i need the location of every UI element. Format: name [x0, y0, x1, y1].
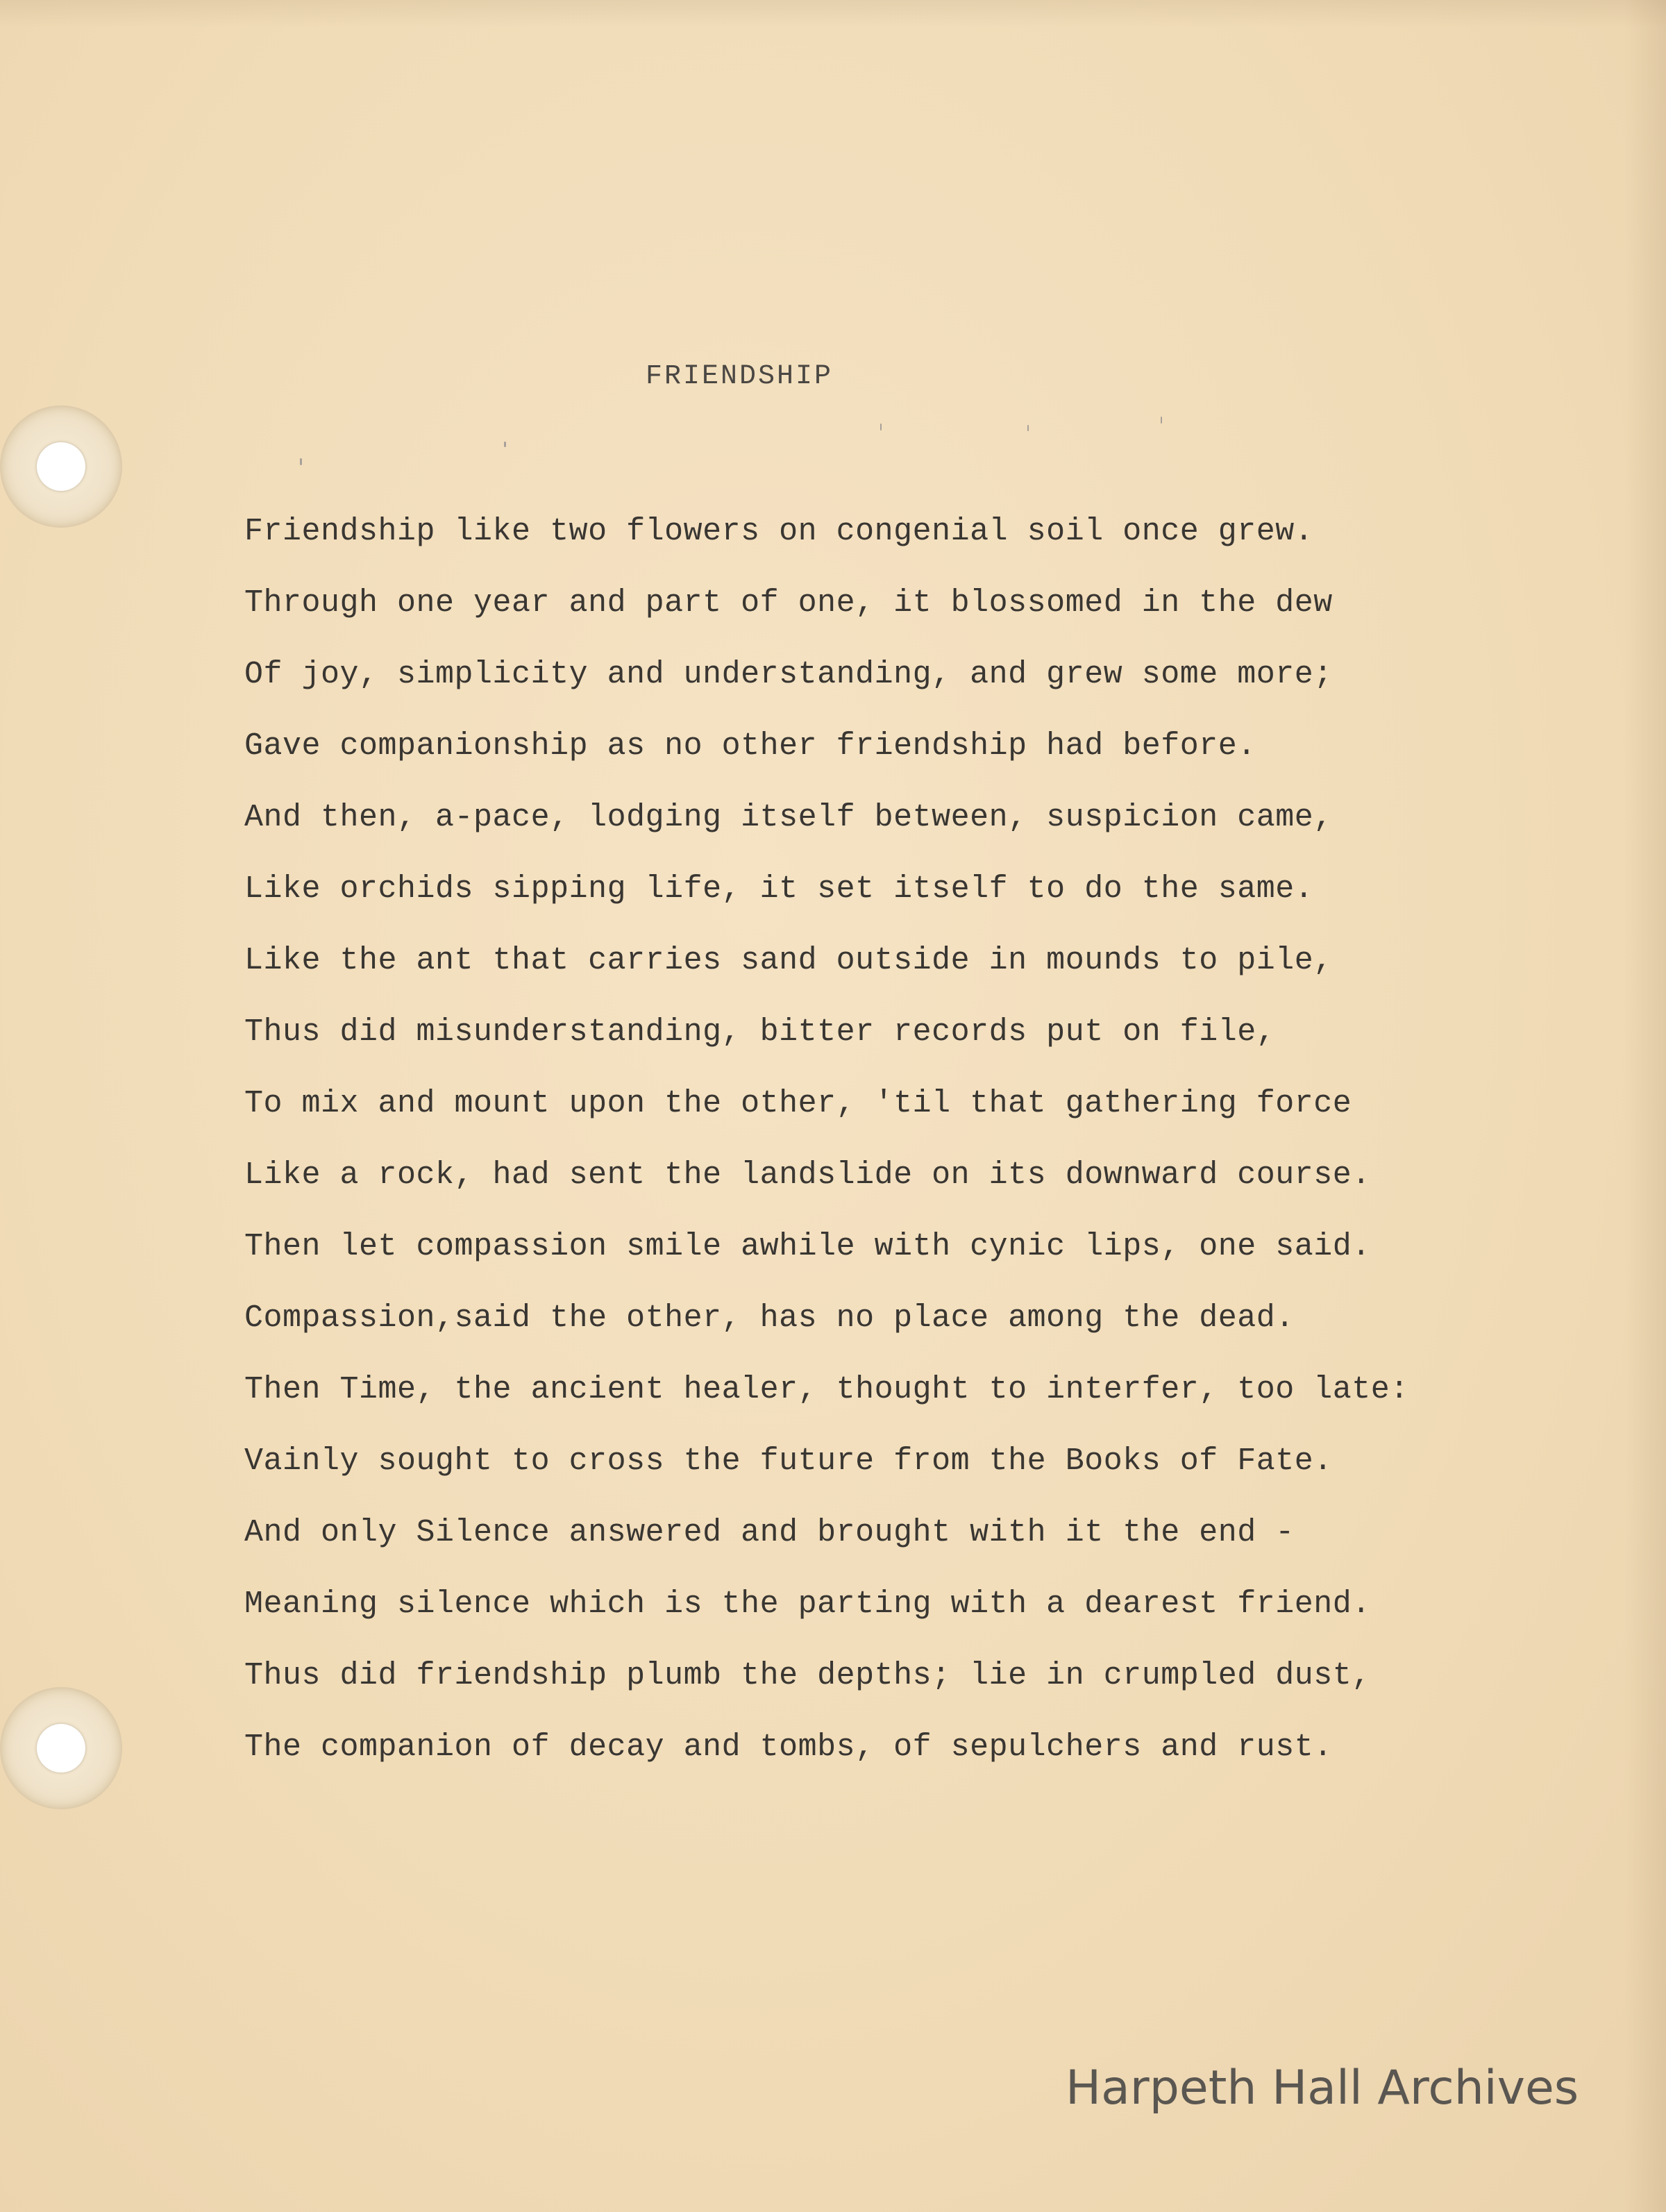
poem-line: Friendship like two flowers on congenial soil once grew.: [244, 514, 1314, 549]
poem-line: Through one year and part of one, it blossomed in the dew: [244, 585, 1333, 621]
paper-speck: [1027, 425, 1029, 431]
poem-line: And then, a-pace, lodging itself between, suspicion came,: [244, 800, 1333, 835]
paper-speck: [504, 442, 506, 447]
page-edge-shadow-top: [0, 0, 1666, 28]
binder-hole-top: [0, 405, 122, 528]
page-title: FRIENDSHIP: [646, 361, 834, 392]
poem-line: Of joy, simplicity and understanding, and grew some more;: [244, 657, 1333, 692]
poem-line: The companion of decay and tombs, of sepulchers and rust.: [244, 1729, 1333, 1765]
poem-line: Gave companionship as no other friendship had before.: [244, 728, 1256, 764]
poem-line: Like a rock, had sent the landslide on its downward course.: [244, 1157, 1371, 1193]
poem-line: Like orchids sipping life, it set itself to do the same.: [244, 871, 1314, 907]
poem-line: Compassion,said the other, has no place among the dead.: [244, 1300, 1295, 1336]
poem-line: Then let compassion smile awhile with cynic lips, one said.: [244, 1229, 1371, 1264]
poem-line: To mix and mount upon the other, 'til that gathering force: [244, 1086, 1352, 1121]
poem-line: Meaning silence which is the parting with a dearest friend.: [244, 1586, 1371, 1622]
poem-line: Thus did misunderstanding, bitter records put on file,: [244, 1014, 1276, 1050]
poem-line: Then Time, the ancient healer, thought to interfer, too late:: [244, 1372, 1409, 1407]
poem-line: Like the ant that carries sand outside in mounds to pile,: [244, 943, 1333, 978]
archive-watermark: Harpeth Hall Archives: [1066, 2061, 1579, 2115]
poem-line: Thus did friendship plumb the depths; lie in crumpled dust,: [244, 1658, 1371, 1693]
binder-hole-bottom-opening: [37, 1724, 85, 1773]
paper-speck: [1161, 417, 1162, 424]
binder-hole-bottom: [0, 1687, 122, 1809]
poem-line: And only Silence answered and brought with it the end -: [244, 1515, 1295, 1550]
poem-line: Vainly sought to cross the future from the Books of Fate.: [244, 1443, 1333, 1479]
page-edge-shadow-right: [1624, 0, 1666, 2212]
poem-body: [244, 511, 1563, 1798]
paper-speck: [880, 424, 882, 430]
paper-speck: [300, 458, 302, 465]
binder-hole-top-opening: [37, 442, 85, 491]
